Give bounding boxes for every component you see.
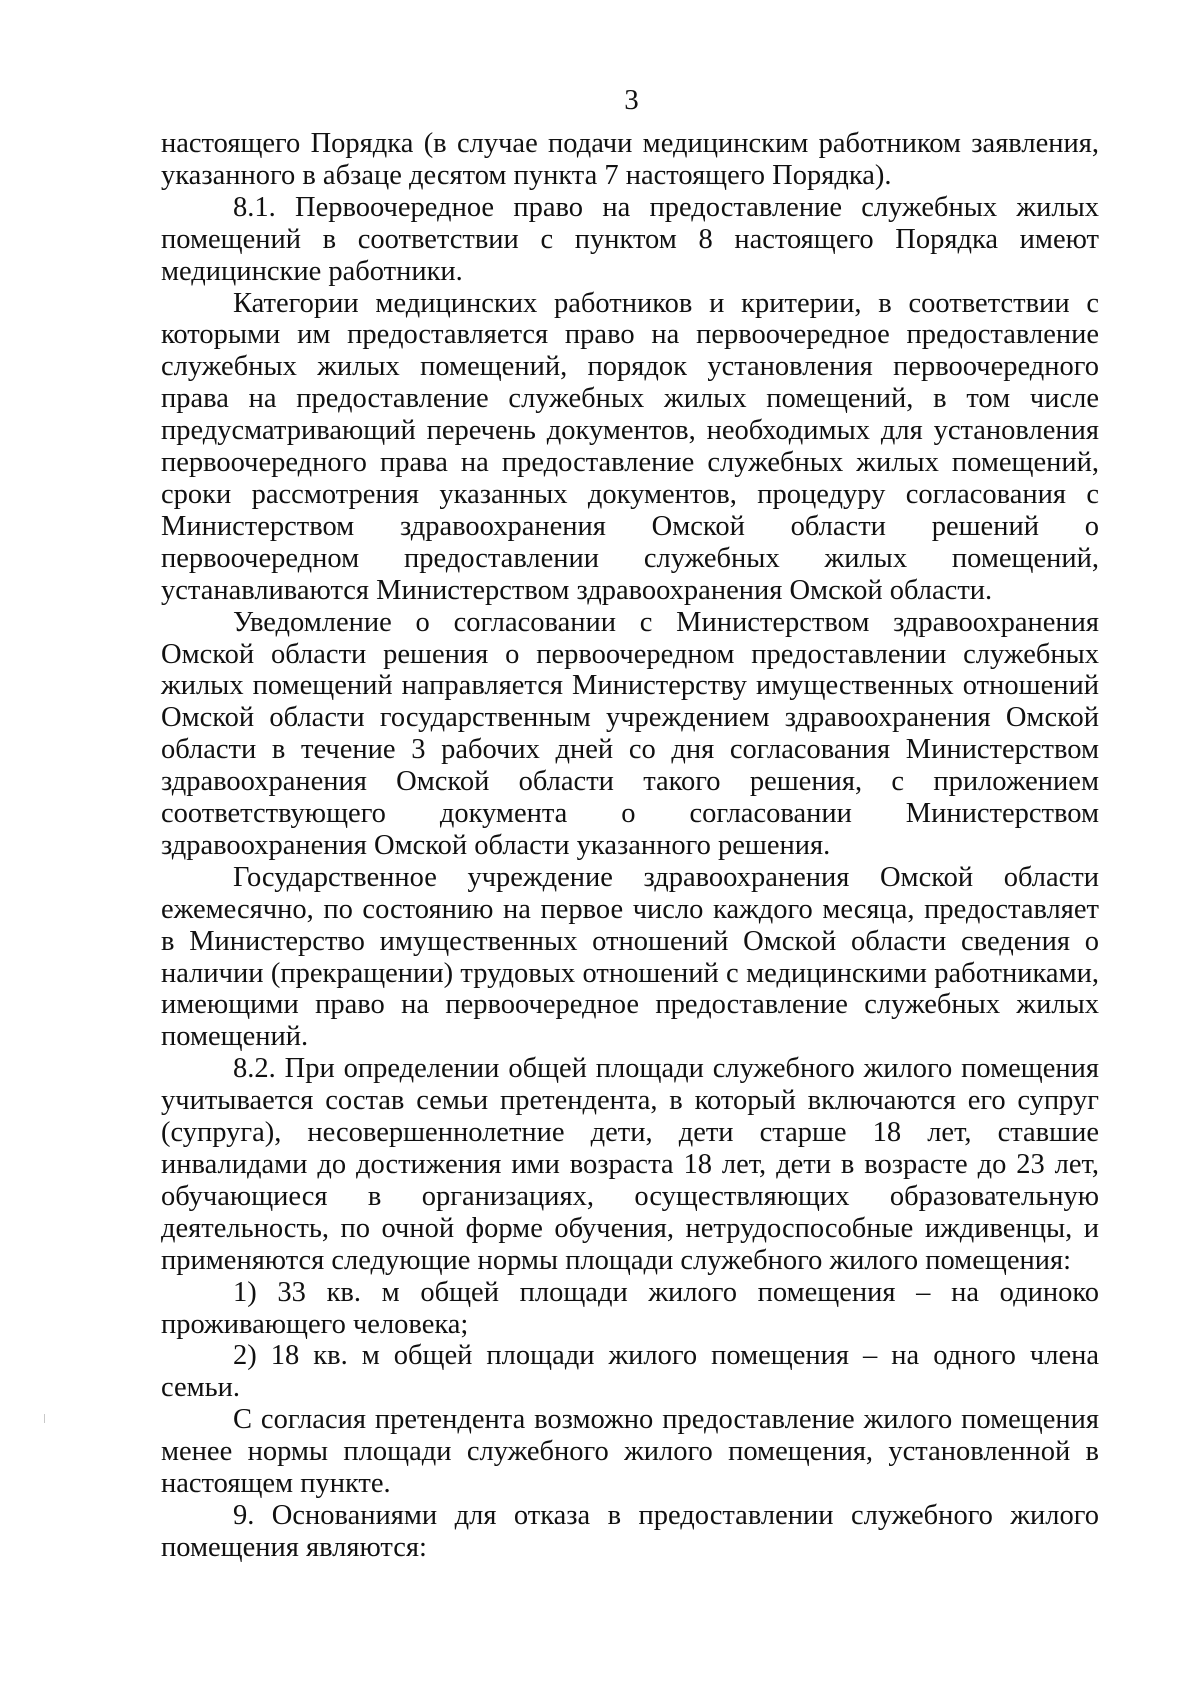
list-item-1: 1) 33 кв. м общей площади жилого помещения – на одиноко проживающего человека; xyxy=(161,1276,1099,1340)
paragraph-8-2: 8.2. При определении общей площади служебного жилого помещения учитывается состав семьи претендента, в который включаются его супруг (супруга), несовершеннолетние дети, дети старше 18 лет, ставшие инвалидами до достижения ими возраста 18 лет, дети в возрасте до 23 лет, обучающиеся в организациях, осуществляющих образовательную деятельность, по очной форме обучения, нетрудоспособные иждивенцы, и применяются следующие нормы площади служебного жилого помещения: xyxy=(161,1053,1099,1276)
paragraph-8-1: 8.1. Первоочередное право на предоставление служебных жилых помещений в соответствии с пунктом 8 настоящего Порядка имеют медицинские работники. xyxy=(161,191,1099,287)
document-body xyxy=(161,128,1099,1564)
paragraph-categories: Категории медицинских работников и критерии, в соответствии с которыми им предоставляется право на первоочередное предоставление служебных жилых помещений, порядок установления первоочередного права на предоставление служебных жилых помещений, в том числе предусматривающий перечень документов, необходимых для установления первоочередного права на предоставление служебных жилых помещений, сроки рассмотрения указанных документов, процедуру согласования с Министерством здравоохранения Омской области решений о первоочередном предоставлении служебных жилых помещений, устанавливаются Министерством здравоохранения Омской области. xyxy=(161,287,1099,606)
paragraph-continuation: настоящего Порядка (в случае подачи медицинским работником заявления, указанного в абзаце десятом пункта 7 настоящего Порядка). xyxy=(161,128,1099,191)
paragraph-9: 9. Основаниями для отказа в предоставлении служебного жилого помещения являются: xyxy=(161,1499,1099,1563)
list-item-2: 2) 18 кв. м общей площади жилого помещения – на одного члена семьи. xyxy=(161,1340,1099,1404)
paragraph-monthly-report: Государственное учреждение здравоохранения Омской области ежемесячно, по состоянию на первое число каждого месяца, предоставляет в Министерство имущественных отношений Омской области сведения о наличии (прекращении) трудовых отношений с медицинскими работниками, имеющими право на первоочередное предоставление служебных жилых помещений. xyxy=(161,861,1099,1053)
scan-artifact xyxy=(44,1414,45,1423)
page-number: 3 xyxy=(624,84,639,116)
paragraph-notification: Уведомление о согласовании с Министерством здравоохранения Омской области решения о первоочередном предоставлении служебных жилых помещений направляется Министерству имущественных отношений Омской области государственным учреждением здравоохранения Омской области в течение 3 рабочих дней со дня согласования Министерством здравоохранения Омской области такого решения, с приложением соответствующего документа о согласовании Министерством здравоохранения Омской области указанного решения. xyxy=(161,606,1099,861)
paragraph-consent: С согласия претендента возможно предоставление жилого помещения менее нормы площади служебного жилого помещения, установленной в настоящем пункте. xyxy=(161,1404,1099,1500)
